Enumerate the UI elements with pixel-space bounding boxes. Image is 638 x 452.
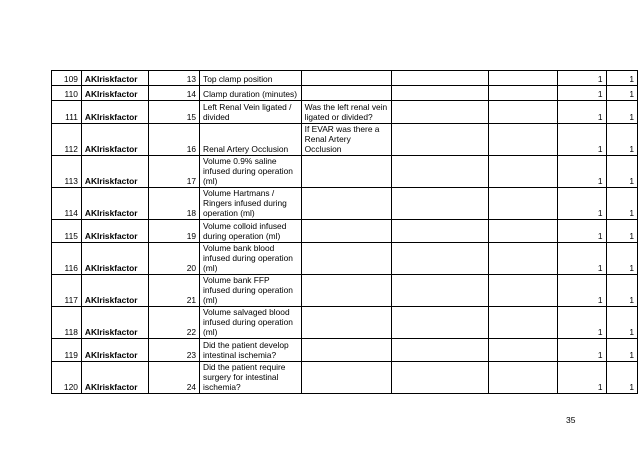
sequence-cell: 16 xyxy=(149,124,200,156)
condition-cell xyxy=(301,156,391,188)
empty-cell xyxy=(391,86,488,101)
question-cell: Clamp duration (minutes) xyxy=(200,86,302,101)
question-cell: Volume salvaged blood infused during operation (ml) xyxy=(200,307,302,339)
flag-cell: 1 xyxy=(558,124,606,156)
empty-cell xyxy=(391,71,488,86)
empty-cell xyxy=(488,71,557,86)
category-cell: AKIriskfactor xyxy=(81,101,148,124)
table-row xyxy=(52,243,638,275)
flag-cell: 1 xyxy=(606,71,637,86)
table-row xyxy=(52,71,638,86)
condition-cell xyxy=(301,243,391,275)
condition-cell: If EVAR was there a Renal Artery Occlusion xyxy=(301,124,391,156)
flag-cell: 1 xyxy=(558,71,606,86)
category-cell: AKIriskfactor xyxy=(81,362,148,394)
empty-cell xyxy=(488,86,557,101)
category-cell: AKIriskfactor xyxy=(81,220,148,243)
empty-cell xyxy=(391,188,488,220)
category-cell: AKIriskfactor xyxy=(81,188,148,220)
row-id-cell: 109 xyxy=(52,71,82,86)
empty-cell xyxy=(488,243,557,275)
category-cell: AKIriskfactor xyxy=(81,307,148,339)
flag-cell: 1 xyxy=(558,86,606,101)
flag-cell: 1 xyxy=(558,101,606,124)
empty-cell xyxy=(488,220,557,243)
empty-cell xyxy=(391,339,488,362)
sequence-cell: 23 xyxy=(149,339,200,362)
flag-cell: 1 xyxy=(558,220,606,243)
empty-cell xyxy=(488,101,557,124)
empty-cell xyxy=(391,362,488,394)
question-cell: Volume bank blood infused during operation (ml) xyxy=(200,243,302,275)
question-cell: Top clamp position xyxy=(200,71,302,86)
condition-cell xyxy=(301,339,391,362)
empty-cell xyxy=(488,275,557,307)
sequence-cell: 21 xyxy=(149,275,200,307)
table-row xyxy=(52,362,638,394)
category-cell: AKIriskfactor xyxy=(81,339,148,362)
condition-cell xyxy=(301,362,391,394)
table-row xyxy=(52,101,638,124)
row-id-cell: 117 xyxy=(52,275,82,307)
row-id-cell: 119 xyxy=(52,339,82,362)
condition-cell xyxy=(301,188,391,220)
condition-cell: Was the left renal vein ligated or divided? xyxy=(301,101,391,124)
sequence-cell: 17 xyxy=(149,156,200,188)
question-cell: Did the patient require surgery for intestinal ischemia? xyxy=(200,362,302,394)
condition-cell xyxy=(301,220,391,243)
flag-cell: 1 xyxy=(558,362,606,394)
row-id-cell: 111 xyxy=(52,101,82,124)
category-cell: AKIriskfactor xyxy=(81,86,148,101)
table-row xyxy=(52,124,638,156)
question-cell: Renal Artery Occlusion xyxy=(200,124,302,156)
question-cell: Left Renal Vein ligated / divided xyxy=(200,101,302,124)
question-cell: Volume 0.9% saline infused during operation (ml) xyxy=(200,156,302,188)
empty-cell xyxy=(488,339,557,362)
question-cell: Volume colloid infused during operation (ml) xyxy=(200,220,302,243)
flag-cell: 1 xyxy=(606,124,637,156)
table-row xyxy=(52,220,638,243)
row-id-cell: 115 xyxy=(52,220,82,243)
question-cell: Did the patient develop intestinal ischemia? xyxy=(200,339,302,362)
table-body xyxy=(52,71,638,394)
flag-cell: 1 xyxy=(606,362,637,394)
empty-cell xyxy=(391,307,488,339)
row-id-cell: 116 xyxy=(52,243,82,275)
flag-cell: 1 xyxy=(558,243,606,275)
question-cell: Volume bank FFP infused during operation (ml) xyxy=(200,275,302,307)
row-id-cell: 120 xyxy=(52,362,82,394)
row-id-cell: 110 xyxy=(52,86,82,101)
sequence-cell: 20 xyxy=(149,243,200,275)
flag-cell: 1 xyxy=(558,156,606,188)
category-cell: AKIriskfactor xyxy=(81,275,148,307)
sequence-cell: 22 xyxy=(149,307,200,339)
flag-cell: 1 xyxy=(606,220,637,243)
category-cell: AKIriskfactor xyxy=(81,124,148,156)
flag-cell: 1 xyxy=(606,101,637,124)
page-number: 35 xyxy=(566,415,576,425)
flag-cell: 1 xyxy=(558,188,606,220)
question-cell: Volume Hartmans / Ringers infused during operation (ml) xyxy=(200,188,302,220)
flag-cell: 1 xyxy=(606,275,637,307)
empty-cell xyxy=(488,362,557,394)
table-row xyxy=(52,156,638,188)
flag-cell: 1 xyxy=(558,275,606,307)
condition-cell xyxy=(301,275,391,307)
sequence-cell: 18 xyxy=(149,188,200,220)
flag-cell: 1 xyxy=(606,156,637,188)
row-id-cell: 113 xyxy=(52,156,82,188)
empty-cell xyxy=(391,156,488,188)
row-id-cell: 118 xyxy=(52,307,82,339)
category-cell: AKIriskfactor xyxy=(81,243,148,275)
condition-cell xyxy=(301,86,391,101)
table-row xyxy=(52,307,638,339)
table-row xyxy=(52,275,638,307)
sequence-cell: 14 xyxy=(149,86,200,101)
empty-cell xyxy=(391,243,488,275)
flag-cell: 1 xyxy=(606,243,637,275)
sequence-cell: 13 xyxy=(149,71,200,86)
row-id-cell: 114 xyxy=(52,188,82,220)
flag-cell: 1 xyxy=(558,339,606,362)
table-row xyxy=(52,339,638,362)
condition-cell xyxy=(301,71,391,86)
empty-cell xyxy=(488,124,557,156)
empty-cell xyxy=(488,307,557,339)
flag-cell: 1 xyxy=(606,86,637,101)
empty-cell xyxy=(391,101,488,124)
flag-cell: 1 xyxy=(606,188,637,220)
row-id-cell: 112 xyxy=(52,124,82,156)
empty-cell xyxy=(488,188,557,220)
table-row xyxy=(52,86,638,101)
sequence-cell: 24 xyxy=(149,362,200,394)
empty-cell xyxy=(488,156,557,188)
table-row xyxy=(52,188,638,220)
condition-cell xyxy=(301,307,391,339)
empty-cell xyxy=(391,220,488,243)
flag-cell: 1 xyxy=(606,339,637,362)
empty-cell xyxy=(391,275,488,307)
empty-cell xyxy=(391,124,488,156)
sequence-cell: 15 xyxy=(149,101,200,124)
sequence-cell: 19 xyxy=(149,220,200,243)
flag-cell: 1 xyxy=(558,307,606,339)
flag-cell: 1 xyxy=(606,307,637,339)
data-dictionary-table xyxy=(51,70,638,394)
category-cell: AKIriskfactor xyxy=(81,71,148,86)
category-cell: AKIriskfactor xyxy=(81,156,148,188)
